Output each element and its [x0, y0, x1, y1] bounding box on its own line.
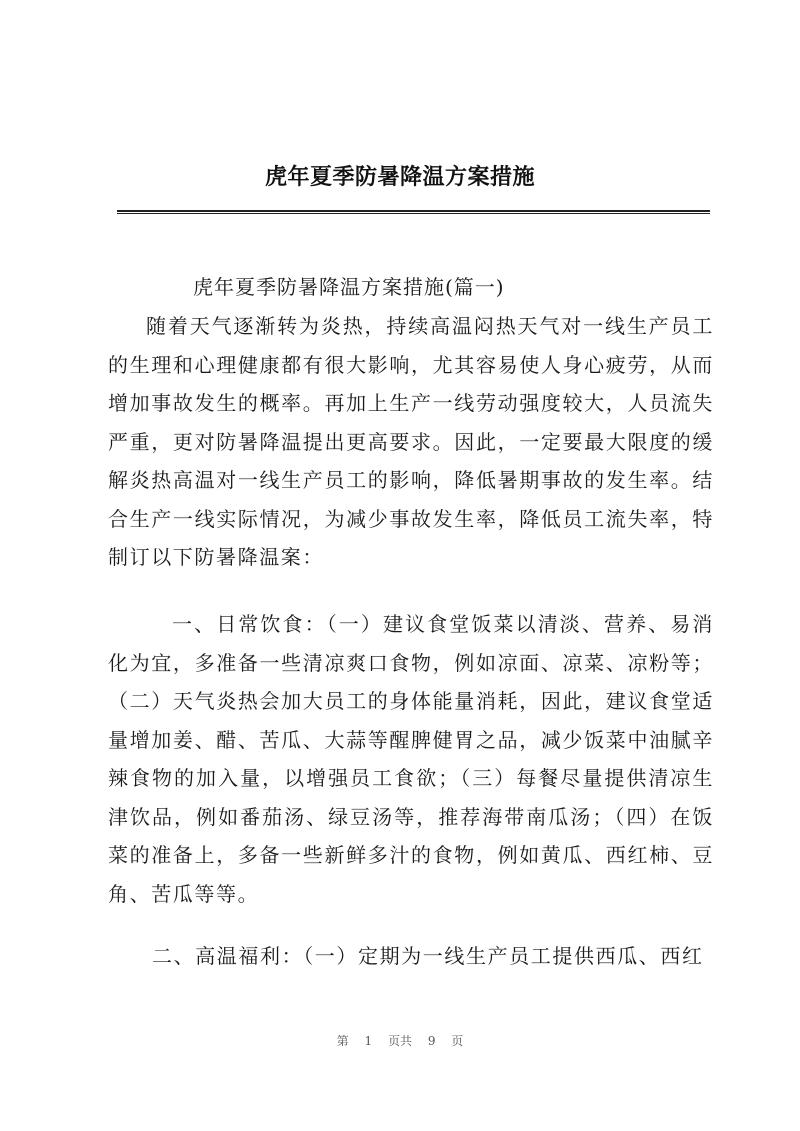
footer-middle: 页共: [387, 1034, 412, 1048]
page-title: 虎年夏季防暑降温方案措施: [264, 165, 535, 190]
page-footer: [0, 1032, 800, 1049]
title-divider: [117, 210, 710, 214]
footer-suffix: 页: [451, 1034, 464, 1048]
footer-total-pages: 9: [427, 1034, 436, 1048]
footer-current-page: 1: [364, 1034, 373, 1048]
footer-prefix: 第: [336, 1034, 349, 1048]
paragraph-welfare: 二、高温福利：（一）定期为一线生产员工提供西瓜、西红: [152, 944, 704, 968]
paragraph-daily-diet: 一、日常饮食：（一）建议食堂饭菜以清淡、营养、易消化为宜，多准备一些清凉爽口食物，例如凉面、凉菜、凉粉等；（二）天气炎热会加大员工的身体能量消耗，因此，建议食堂适量增加姜、醋、苦瓜、大蒜等醒脾健胃之品，减少饭菜中油腻辛辣食物的加入量，以增强员工食欲；（三）每餐尽量提供清凉生津饮品，例如番茄汤、绿豆汤等，推荐海带南瓜汤；（四）在饭菜的准备上，多备一些新鲜多汁的食物，例如黄瓜、西红柿、豆角、苦瓜等等。: [108, 612, 714, 906]
section-subtitle: 虎年夏季防暑降温方案措施(篇一): [193, 275, 505, 299]
paragraph-intro: 随着天气逐渐转为炎热，持续高温闷热天气对一线生产员工的生理和心理健康都有很大影响，尤其容易使人身心疲劳，从而增加事故发生的概率。再加上生产一线劳动强度较大，人员流失严重，更对防暑降温提出更高要求。因此，一定要最大限度的缓解炎热高温对一线生产员工的影响，降低暑期事故的发生率。结合生产一线实际情况，为减少事故发生率，降低员工流失率，特制订以下防暑降温案：: [108, 314, 714, 569]
